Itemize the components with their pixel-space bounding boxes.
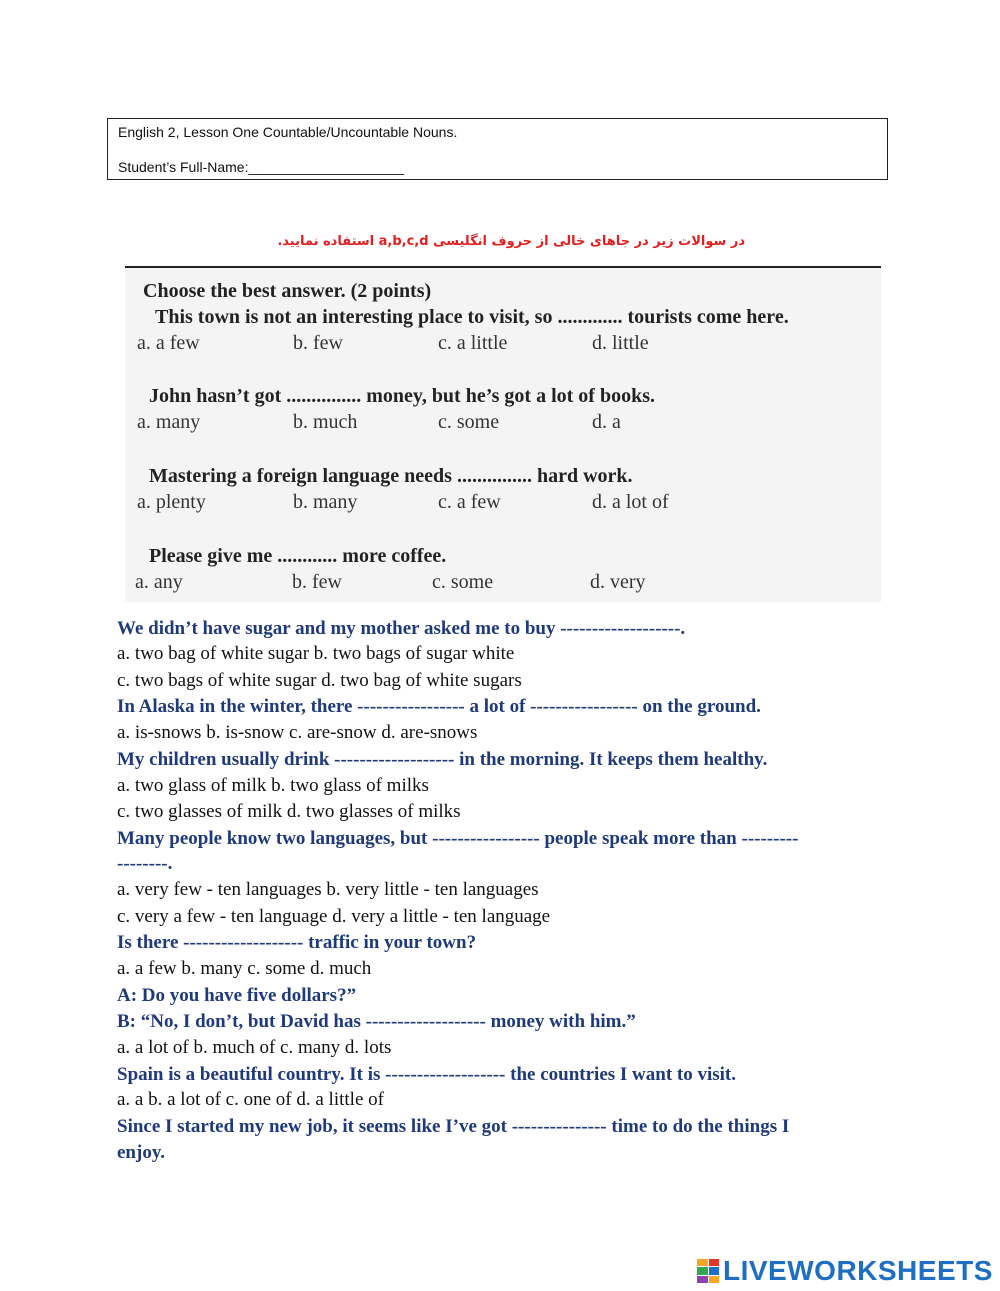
lesson-title: English 2, Lesson One Countable/Uncountable Nouns. <box>118 124 458 140</box>
logo-text: LIVEWORKSHEETS <box>723 1255 993 1286</box>
question-4: Many people know two languages, but ----------------- people speak more than --------- <box>117 828 799 849</box>
logo-icon <box>697 1259 719 1283</box>
logo-square <box>709 1276 720 1283</box>
logo-square <box>697 1259 708 1266</box>
logo-square <box>709 1267 720 1274</box>
answer-options: a. a b. a lot of c. one of d. a little of <box>117 1089 384 1110</box>
answer-options: c. two glasses of milk d. two glasses of milks <box>117 801 461 822</box>
question-2: In Alaska in the winter, there ----------------- a lot of ----------------- on the ground. <box>117 696 761 717</box>
answer-options: a. two glass of milk b. two glass of milks <box>117 775 429 796</box>
scan-option: a. many <box>137 411 201 433</box>
answer-options: a. is-snows b. is-snow c. are-snow d. are-snows <box>117 722 478 743</box>
scan-option: a. a few <box>137 332 200 354</box>
question-8: Since I started my new job, it seems like I’ve got --------------- time to do the things I <box>117 1116 790 1137</box>
scan-option: b. few <box>292 571 342 593</box>
question-7: Spain is a beautiful country. It is ------------------- the countries I want to visit. <box>117 1064 737 1085</box>
answer-options: a. a lot of b. much of c. many d. lots <box>117 1037 392 1058</box>
answer-options: c. two bags of white sugar d. two bag of white sugars <box>117 670 522 691</box>
question-8-continued: enjoy. <box>117 1142 166 1163</box>
scan-option: d. a lot of <box>592 491 669 513</box>
answer-options: c. very a few - ten language d. very a little - ten language <box>117 906 551 927</box>
logo-square <box>709 1259 720 1266</box>
scan-option: c. a little <box>438 332 508 354</box>
answer-options: a. two bag of white sugar b. two bags of sugar white <box>117 643 515 664</box>
scanned-question-block <box>125 266 881 602</box>
scan-option: d. little <box>592 332 649 354</box>
student-name-field[interactable]: Student’s Full-Name:____________________ <box>118 159 405 175</box>
scan-question-3: Mastering a foreign language needs ............... hard work. <box>149 465 633 487</box>
scan-option: b. few <box>293 332 343 354</box>
scan-option: b. many <box>293 491 358 513</box>
scan-option: a. any <box>135 571 183 593</box>
scan-question-4: Please give me ............ more coffee. <box>149 545 447 567</box>
question-1: We didn’t have sugar and my mother asked me to buy -------------------. <box>117 618 686 639</box>
answer-options: a. a few b. many c. some d. much <box>117 958 372 979</box>
question-5: Is there ------------------- traffic in your town? <box>117 932 477 953</box>
liveworksheets-logo <box>697 1256 993 1286</box>
question-6-line-a: A: Do you have five dollars?” <box>117 985 357 1006</box>
scan-option: d. a <box>592 411 621 433</box>
question-4-continued: --------. <box>117 853 173 874</box>
logo-square <box>697 1276 708 1283</box>
scan-option: c. a few <box>438 491 501 513</box>
persian-instruction: در سوالات زیر در جاهای خالی از حروف انگلیسی a,b,c,d استفاده نمایید. <box>277 234 745 249</box>
answer-options: a. very few - ten languages b. very little - ten languages <box>117 879 539 900</box>
scan-option: b. much <box>293 411 358 433</box>
question-3: My children usually drink ------------------- in the morning. It keeps them healthy. <box>117 749 768 770</box>
section-title: Choose the best answer. (2 points) <box>143 280 432 302</box>
scan-question-2: John hasn’t got ............... money, but he’s got a lot of books. <box>149 385 655 407</box>
scan-option: c. some <box>438 411 500 433</box>
scan-question-1: This town is not an interesting place to visit, so ............. tourists come here. <box>155 306 789 328</box>
question-6-line-b: B: “No, I don’t, but David has ------------------- money with him.” <box>117 1011 636 1032</box>
scan-option: c. some <box>432 571 494 593</box>
header-box <box>107 118 888 180</box>
logo-square <box>697 1267 708 1274</box>
scan-option: d. very <box>590 571 646 593</box>
scan-option: a. plenty <box>137 491 206 513</box>
